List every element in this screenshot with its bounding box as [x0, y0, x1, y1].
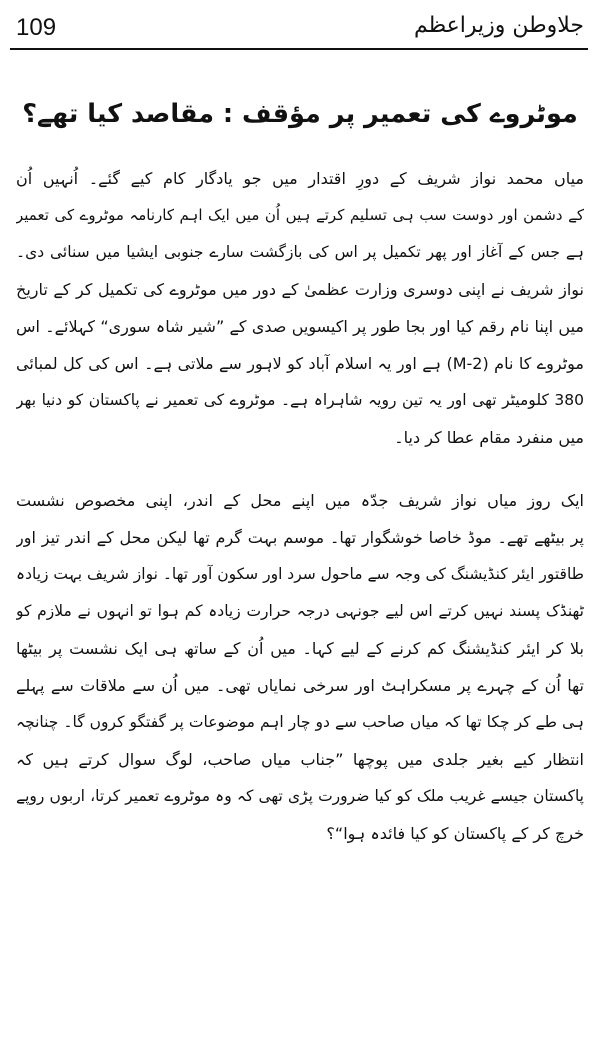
text-line: ہے جس کے آغاز اور پھر تکمیل پر اس کی بازگشت سارے جنوبی ایشیا میں سنائی دی۔ [16, 243, 584, 261]
text-line: بلا کر ایئر کنڈیشنگ کم کرنے کے لیے کہا۔ میں اُن کے ساتھ ہی ایک نشست پر بیٹھا [16, 639, 584, 658]
text-line: کے دشمن اور دوست سب ہی تسلیم کرتے ہیں اُن میں ایک اہم کارنامہ موٹروے کی تعمیر [16, 206, 584, 224]
paragraph-2 [16, 482, 584, 852]
text-line: انتظار کیے بغیر جلدی میں پوچھا ”جناب میاں صاحب، لوگ سوال کرتے ہیں کہ [16, 750, 584, 769]
text-line: میں اپنا نام رقم کیا اور بجا طور پر اکیسویں صدی کے ”شیر شاہ سوری“ کہلائے۔ اس [16, 317, 584, 336]
text-line: موٹروے کا نام (M-2) ہے اور یہ اسلام آباد کو لاہور سے ملاتی ہے۔ اس کی کل لمبائی [16, 354, 584, 373]
text-line: ٹھنڈک پسند نہیں کرتے اس لیے جونہی درجہ حرارت زیادہ کم ہوا تو انہوں نے ملازم کو [16, 602, 584, 620]
text-line: پر بیٹھے تھے۔ موڈ خاصا خوشگوار تھا۔ موسم بہت گرم تھا لیکن محل کے اندر تیز اور [16, 528, 584, 547]
body-text [16, 160, 584, 852]
text-line: طاقتور ایئر کنڈیشنگ کی وجہ سے ماحول سرد اور سکون آور تھا۔ نواز شریف بہت زیادہ [16, 565, 584, 583]
chapter-title: موٹروے کی تعمیر پر مؤقف : مقاصد کیا تھے؟ [22, 99, 578, 129]
text-line: خرچ کر کے پاکستان کو کیا فائدہ ہوا“؟ [326, 824, 584, 843]
text-line: تھا اُن کے چہرے پر مسکراہٹ اور سرخی نمایاں تھی۔ میں اُن سے ملاقات سے پہلے [16, 676, 584, 695]
text-line: میاں محمد نواز شریف کے دورِ اقتدار میں جو یادگار کام کیے گئے۔ اُنہیں اُن [16, 169, 584, 188]
paragraph-gap [16, 456, 584, 482]
text-line: پاکستان جیسے غریب ملک کو کیا ضرورت پڑی تھی کہ وہ موٹروے تعمیر کرتا، اربوں روپے [16, 787, 584, 805]
paragraph-1 [16, 160, 584, 456]
text-line: ایک روز میاں نواز شریف جدّہ میں اپنے محل کے اندر، اپنی مخصوص نشست [16, 491, 584, 510]
running-title: جلاوطن وزیراعظم [413, 13, 584, 38]
page-header [10, 4, 588, 50]
text-line: میں منفرد مقام عطا کر دیا۔ [394, 428, 584, 447]
text-line: 380 کلومیٹر تھی اور یہ تین رویہ شاہراہ ہے۔ موٹروے کی تعمیر نے پاکستان کو دنیا بھر [16, 391, 584, 409]
text-line: نواز شریف نے اپنی دوسری وزارت عظمیٰ کے دور میں موٹروے کی تکمیل کر کے تاریخ [16, 280, 584, 299]
page-number: 109 [16, 14, 57, 41]
text-line: ہی طے کر چکا تھا کہ میاں صاحب سے دو چار اہم موضوعات پر گفتگو کروں گا۔ چنانچہ [16, 713, 584, 731]
